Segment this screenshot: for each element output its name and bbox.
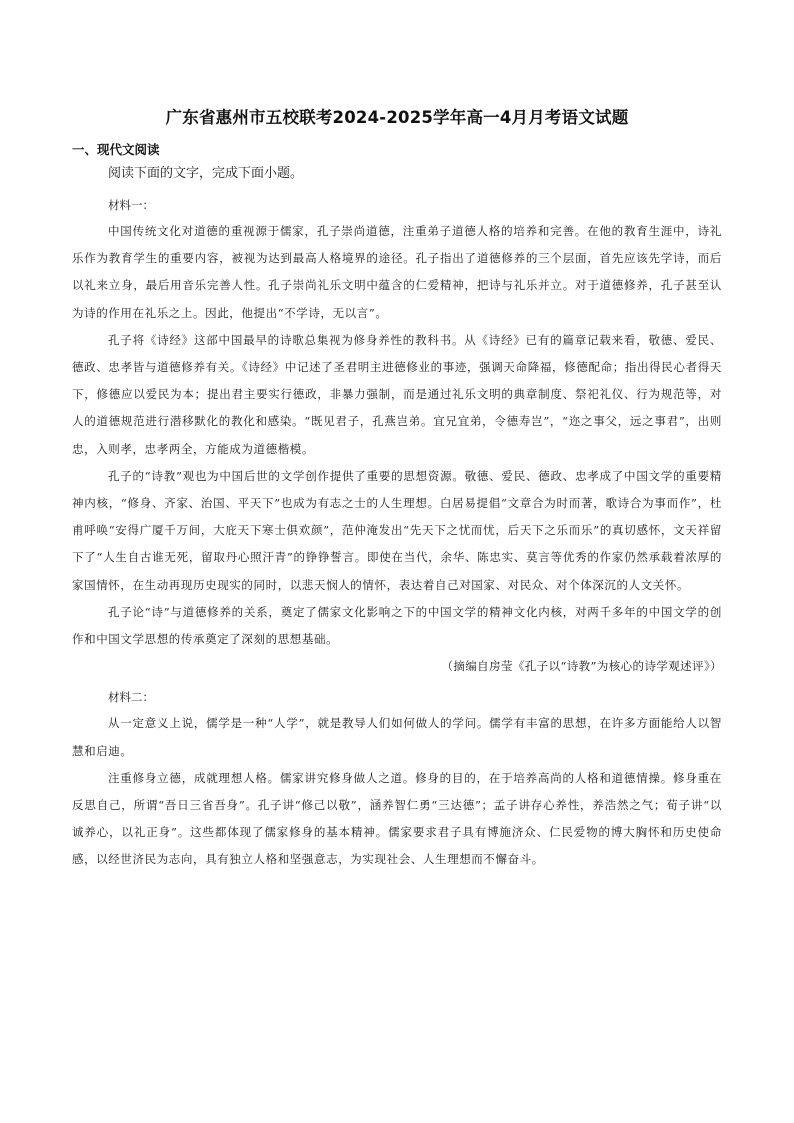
section-heading: 一、现代文阅读 <box>72 142 160 157</box>
material-one-paragraph: 孔子的“诗教”观也为中国后世的文学创作提供了重要的思想资源。敬德、爱民、德政、忠孝成了中国文学的重要精神内核，“修身、齐家、治国、平天下”也成为有志之士的人生理想。白居易提倡“文章合为时而著，歌诗合为事而作”，杜甫呼唤“安得广厦千万间，大庇天下寒士俱欢颜”，范仲淹发出“先天下之忧而忧，后天下之乐而乐”的真切感怀，文天祥留下了“人生自古谁无死，留取丹心照汗青”的铮铮誓言。即使在当代，余华、陈忠实、莫言等优秀的作家仍然承载着浓厚的家国情怀，在生动再现历史现实的同时，以悲天悯人的情怀，表达着自己对国家、对民众、对个体深沉的人文关怀。 <box>72 468 722 592</box>
document-body <box>72 160 722 874</box>
material-one-paragraph: 孔子将《诗经》这部中国最早的诗歌总集视为修身养性的教科书。从《诗经》已有的篇章记载来看，敬德、爱民、德政、忠孝皆与道德修养有关。《诗经》中记述了圣君明主进德修业的事迹，强调天命降福，修德配命；指出得民心者得天下，修德应以爱民为本；提出君主要实行德政，非暴力强制，而是通过礼乐文明的典章制度、祭祀礼仪、行为规范等，对人的道德规范进行潜移默化的教化和感染。“既见君子，孔燕岂弟。宜兄宜弟，令德寿岂”，“迩之事父，远之事君”，出则忠，入则孝，忠孝两全，方能成为道德楷模。 <box>72 332 722 456</box>
material-one-label: 材料一： <box>108 198 154 212</box>
document-title: 广东省惠州市五校联考2024-2025学年高一4月月考语文试题 <box>165 108 629 127</box>
material-one-paragraph: 孔子论“诗”与道德修养的关系，奠定了儒家文化影响之下的中国文学的精神文化内核，对两千多年的中国文学的创作和中国文学思想的传承奠定了深刻的思想基础。 <box>72 604 722 647</box>
material-one-paragraph: 中国传统文化对道德的重视源于儒家，孔子崇尚道德，注重弟子道德人格的培养和完善。在他的教育生涯中，诗礼乐作为教育学生的重要内容，被视为达到最高人格境界的途径。孔子指出了道德修养的三个层面，首先应该先学诗，而后以礼来立身，最后用音乐完善人性。孔子崇尚礼乐文明中蕴含的仁爱精神，把诗与礼乐并立。对于道德修养，孔子甚至认为诗的作用在礼乐之上。因此，他提出“不学诗，无以言”。 <box>72 224 722 320</box>
material-one-source: （摘编自房莹《孔子以“诗教”为核心的诗学观述评》） <box>441 659 722 674</box>
material-two-paragraph: 从一定意义上说，儒学是一种“人学”，就是教导人们如何做人的学问。儒学有丰富的思想，在许多方面能给人以智慧和启迪。 <box>72 716 722 758</box>
material-two-paragraph: 注重修身立德，成就理想人格。儒家讲究修身做人之道。修身的目的，在于培养高尚的人格和道德情操。修身重在反思自己，所谓“吾日三省吾身”。孔子讲“修己以敬”，涵养智仁勇“三达德”；孟子讲存心养性，养浩然之气；荀子讲“以诚养心，以礼正身”。这些都体现了儒家修身的基本精神。儒家要求君子具有博施济众、仁民爱物的博大胸怀和历史使命感，以经世济民为志向，具有独立人格和坚强意志，为实现社会、人生理想而不懈奋斗。 <box>72 770 722 867</box>
reading-instruction: 阅读下面的文字，完成下面小题。 <box>108 166 304 181</box>
material-two-label: 材料二： <box>108 690 154 705</box>
